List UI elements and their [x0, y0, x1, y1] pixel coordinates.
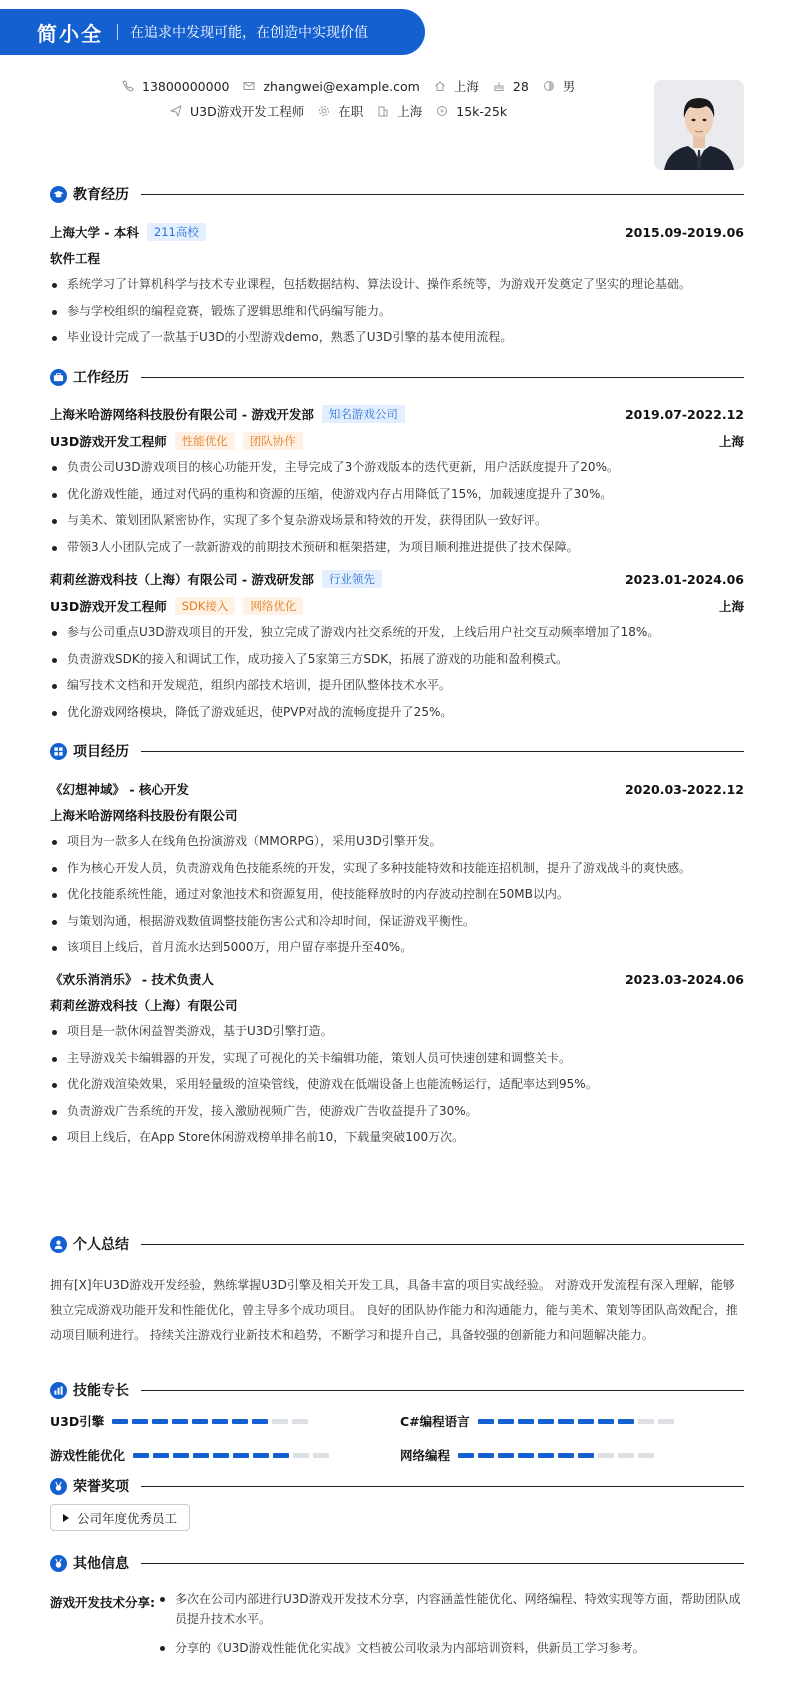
skill-level-segment [478, 1453, 494, 1458]
skill-level-segment [193, 1453, 209, 1458]
other-bullets [158, 1589, 744, 1667]
medal-icon [50, 1478, 67, 1495]
project-company: 莉莉丝游戏科技（上海）有限公司 [50, 998, 238, 1013]
other-label: 游戏开发技术分享: [50, 1595, 155, 1610]
portrait-image [654, 80, 744, 170]
project-1-header [50, 780, 744, 798]
skill-level-segment [558, 1419, 574, 1424]
job-date: 2023.01-2024.06 [624, 571, 744, 587]
skill-item [400, 1446, 658, 1464]
section-divider [141, 1390, 744, 1391]
role-tag: SDK接入 [175, 597, 236, 615]
job-company: 上海米哈游网络科技股份有限公司 - 游戏开发部 [50, 407, 314, 422]
status-value: 在职 [338, 104, 364, 119]
list-item: 带领3人小团队完成了一款新游戏的前期技术预研和框架搭建，为项目顺利推进提供了技术保障。 [50, 534, 744, 561]
list-item: 负责公司U3D游戏项目的核心功能开发，主导完成了3个游戏版本的迭代更新，用户活跃度提升了20%。 [50, 454, 744, 481]
list-item: 负责游戏SDK的接入和调试工作，成功接入了5家第三方SDK，拓展了游戏的功能和盈利模式。 [50, 646, 744, 673]
skill-level-segment [192, 1419, 208, 1424]
company-tag: 行业领先 [322, 570, 382, 588]
skill-level-segment [558, 1453, 574, 1458]
phone-icon [122, 80, 134, 92]
hometown-value: 上海 [453, 79, 479, 94]
section-divider [141, 377, 744, 378]
role-tag: 性能优化 [175, 432, 235, 450]
briefcase-icon [50, 369, 67, 386]
avatar [654, 80, 744, 170]
basic-info-row-1 [122, 77, 589, 95]
skill-level-segment [273, 1453, 289, 1458]
section-other [50, 1553, 744, 1573]
skill-level-segment [538, 1453, 554, 1458]
list-item: 项目上线后，在App Store休闲游戏榜单排名前10，下载量突破100万次。 [50, 1124, 744, 1151]
home-icon [434, 80, 446, 92]
section-divider [141, 194, 744, 195]
project-date: 2020.03-2022.12 [624, 781, 744, 797]
job-2-role [50, 597, 744, 615]
list-item: 多次在公司内部进行U3D游戏开发技术分享，内容涵盖性能优化、网络编程、特效实现等方面，帮助团队成员提升技术水平。 [158, 1589, 744, 1629]
list-item: 优化游戏性能，通过对代码的重构和资源的压缩，使游戏内存占用降低了15%，加载速度提升了30%。 [50, 481, 744, 508]
info-age [493, 79, 529, 94]
banner-divider [117, 24, 118, 40]
education-date: 2015.09-2019.06 [624, 224, 744, 240]
skill-level-segment [132, 1419, 148, 1424]
gender-value: 男 [562, 79, 576, 94]
skill-level-segment [152, 1419, 168, 1424]
award-text: 公司年度优秀员工 [77, 1510, 178, 1526]
skill-level-segment [598, 1419, 614, 1424]
role-tag: 团队协作 [243, 432, 303, 450]
project-date: 2023.03-2024.06 [624, 971, 744, 987]
award-chip [50, 1504, 190, 1531]
skill-level-segment [578, 1453, 594, 1458]
school-tag: 211高校 [147, 223, 206, 241]
slogan: 在追求中发现可能，在创造中实现价值 [130, 25, 368, 41]
summary-text: 拥有[X]年U3D游戏开发经验，熟练掌握U3D引擎及相关开发工具，具备丰富的项目实战经验。 对游戏开发流程有深入理解，能够独立完成游戏功能开发和性能优化，曾主导多个成功项目。 良好的团队协作能力和沟通能力，能与美术、策划等团队高效配合，推动项目顺利进行。 持续关注游戏行业新技术和趋势，不断学习和提升自己，具备较强的创新能力和问题解决能力。 [50, 1278, 738, 1342]
skill-level-segment [518, 1419, 534, 1424]
skill-level-segment [173, 1453, 189, 1458]
info-gender [543, 77, 576, 95]
skill-level-segment [252, 1419, 268, 1424]
list-item: 与策划沟通，根据游戏数值调整技能伤害公式和冷却时间，保证游戏平衡性。 [50, 908, 744, 935]
age-value: 28 [512, 78, 529, 94]
skill-level-segment [212, 1419, 228, 1424]
skill-level-bar [458, 1453, 658, 1458]
skill-level-segment [658, 1419, 674, 1424]
section-divider [141, 751, 744, 752]
job-2-header [50, 570, 744, 588]
info-position [170, 102, 304, 120]
gear-icon [318, 105, 330, 117]
list-item: 编写技术文档和开发规范，组织内部技术培训，提升团队整体技术水平。 [50, 672, 744, 699]
graduation-cap-icon [50, 186, 67, 203]
salary-value: 15k-25k [456, 103, 508, 119]
skill-level-segment [638, 1453, 654, 1458]
section-title-work: 工作经历 [73, 370, 129, 386]
basic-info-row-2 [170, 102, 521, 120]
section-work [50, 367, 744, 387]
list-item: 作为核心开发人员，负责游戏角色技能系统的开发，实现了多种技能特效和技能连招机制，提升了游戏战斗的爽快感。 [50, 855, 744, 882]
skill-level-bar [112, 1419, 312, 1424]
play-icon [63, 1514, 69, 1522]
project-1-bullets [50, 828, 744, 961]
section-title-skills: 技能专长 [73, 1383, 129, 1399]
phone-value: 13800000000 [142, 78, 230, 94]
gender-icon [543, 80, 555, 92]
list-item: 主导游戏关卡编辑器的开发，实现了可视化的关卡编辑功能，策划人员可快速创建和调整关卡。 [50, 1045, 744, 1072]
education-major: 软件工程 [50, 251, 101, 266]
skill-level-segment [133, 1453, 149, 1458]
skill-name: 游戏性能优化 [50, 1448, 126, 1463]
skill-level-segment [213, 1453, 229, 1458]
skill-level-segment [293, 1453, 309, 1458]
section-title-projects: 项目经历 [73, 744, 129, 760]
section-skills [50, 1380, 744, 1400]
info-status [318, 102, 363, 120]
skill-level-segment [313, 1453, 329, 1458]
email-value: zhangwei@example.com [263, 78, 420, 94]
section-divider [141, 1563, 744, 1564]
skill-level-segment [498, 1453, 514, 1458]
job-1-header [50, 405, 744, 423]
list-item: 毕业设计完成了一款基于U3D的小型游戏demo，熟悉了U3D引擎的基本使用流程。 [50, 324, 744, 351]
mail-icon [243, 80, 255, 92]
job-role: U3D游戏开发工程师 [50, 434, 167, 449]
skill-level-segment [272, 1419, 288, 1424]
school-name: 上海大学 - 本科 [50, 225, 139, 240]
skill-level-segment [498, 1419, 514, 1424]
skill-item [50, 1412, 312, 1430]
list-item: 优化技能系统性能，通过对象池技术和资源复用，使技能释放时的内存波动控制在50MB以内。 [50, 881, 744, 908]
skill-level-segment [153, 1453, 169, 1458]
education-bullets [50, 271, 744, 351]
info-city [377, 102, 422, 120]
info-phone [122, 79, 229, 94]
project-company: 上海米哈游网络科技股份有限公司 [50, 808, 238, 823]
section-title-awards: 荣誉奖项 [73, 1479, 129, 1495]
skill-name: C#编程语言 [400, 1414, 470, 1429]
skill-level-bar [478, 1419, 678, 1424]
list-item: 负责游戏广告系统的开发，接入激励视频广告，使游戏广告收益提升了30%。 [50, 1098, 744, 1125]
info-email [243, 79, 419, 94]
info-hometown [434, 77, 479, 95]
project-2-bullets [50, 1018, 744, 1151]
list-item: 该项目上线后，首月流水达到5000万，用户留存率提升至40%。 [50, 934, 744, 961]
list-item: 参与公司重点U3D游戏项目的开发，独立完成了游戏内社交系统的开发，上线后用户社交互动频率增加了18%。 [50, 619, 744, 646]
skill-name: 网络编程 [400, 1448, 451, 1463]
role-tag: 网络优化 [243, 597, 303, 615]
building-icon [377, 105, 389, 117]
list-item: 分享的《U3D游戏性能优化实战》文档被公司收录为内部培训资料，供新员工学习参考。 [158, 1638, 744, 1658]
job-2-bullets [50, 619, 744, 725]
list-item: 项目为一款多人在线角色扮演游戏（MMORPG），采用U3D引擎开发。 [50, 828, 744, 855]
list-item: 项目是一款休闲益智类游戏，基于U3D引擎打造。 [50, 1018, 744, 1045]
bar-chart-icon [50, 1382, 67, 1399]
skill-level-segment [638, 1419, 654, 1424]
section-summary [50, 1234, 744, 1254]
skill-level-segment [518, 1453, 534, 1458]
job-1-bullets [50, 454, 744, 560]
send-icon [170, 105, 182, 117]
city-value: 上海 [397, 104, 423, 119]
job-company: 莉莉丝游戏科技（上海）有限公司 - 游戏研发部 [50, 572, 314, 587]
skill-level-segment [253, 1453, 269, 1458]
section-divider [141, 1486, 744, 1487]
section-title-summary: 个人总结 [73, 1237, 129, 1253]
cake-icon [493, 80, 505, 92]
job-role: U3D游戏开发工程师 [50, 599, 167, 614]
section-education [50, 184, 744, 204]
section-awards [50, 1476, 744, 1496]
list-item: 优化游戏渲染效果，采用轻量级的渲染管线，使游戏在低端设备上也能流畅运行，适配率达到95%。 [50, 1071, 744, 1098]
skill-item [50, 1446, 333, 1464]
coin-icon [436, 105, 448, 117]
skill-level-segment [292, 1419, 308, 1424]
skill-level-segment [598, 1453, 614, 1458]
skill-level-segment [618, 1419, 634, 1424]
user-icon [50, 1236, 67, 1253]
list-item: 系统学习了计算机科学与技术专业课程，包括数据结构、算法设计、操作系统等，为游戏开发奠定了坚实的理论基础。 [50, 271, 744, 298]
skill-level-segment [233, 1453, 249, 1458]
job-location: 上海 [718, 599, 744, 614]
info-salary [436, 104, 507, 119]
section-title-education: 教育经历 [73, 187, 129, 203]
skill-item [400, 1412, 678, 1430]
skill-level-segment [172, 1419, 188, 1424]
skill-level-segment [618, 1453, 634, 1458]
skill-level-bar [133, 1453, 333, 1458]
project-name: 《欢乐消消乐》 - 技术负责人 [50, 972, 214, 987]
skill-name: U3D引擎 [50, 1414, 105, 1429]
job-location: 上海 [718, 434, 744, 449]
list-item: 参与学校组织的编程竞赛，锻炼了逻辑思维和代码编写能力。 [50, 298, 744, 325]
skill-level-segment [458, 1453, 474, 1458]
name-banner [0, 9, 425, 55]
skill-level-segment [478, 1419, 494, 1424]
skill-level-segment [538, 1419, 554, 1424]
company-tag: 知名游戏公司 [322, 405, 405, 423]
job-1-role [50, 432, 744, 450]
position-value: U3D游戏开发工程师 [190, 104, 305, 119]
section-divider [141, 1244, 744, 1245]
job-date: 2019.07-2022.12 [624, 406, 744, 422]
list-item: 优化游戏网络模块，降低了游戏延迟，使PVP对战的流畅度提升了25%。 [50, 699, 744, 726]
skill-level-segment [578, 1419, 594, 1424]
project-2-header [50, 970, 744, 988]
skill-level-segment [112, 1419, 128, 1424]
list-item: 与美术、策划团队紧密协作，实现了多个复杂游戏场景和特效的开发，获得团队一致好评。 [50, 507, 744, 534]
section-projects [50, 741, 744, 761]
grid-icon [50, 743, 67, 760]
education-header [50, 223, 744, 241]
candidate-name: 简小全 [37, 21, 103, 46]
medal-icon [50, 1555, 67, 1572]
project-name: 《幻想神域》 - 核心开发 [50, 782, 189, 797]
skill-level-segment [232, 1419, 248, 1424]
section-title-other: 其他信息 [73, 1556, 129, 1572]
